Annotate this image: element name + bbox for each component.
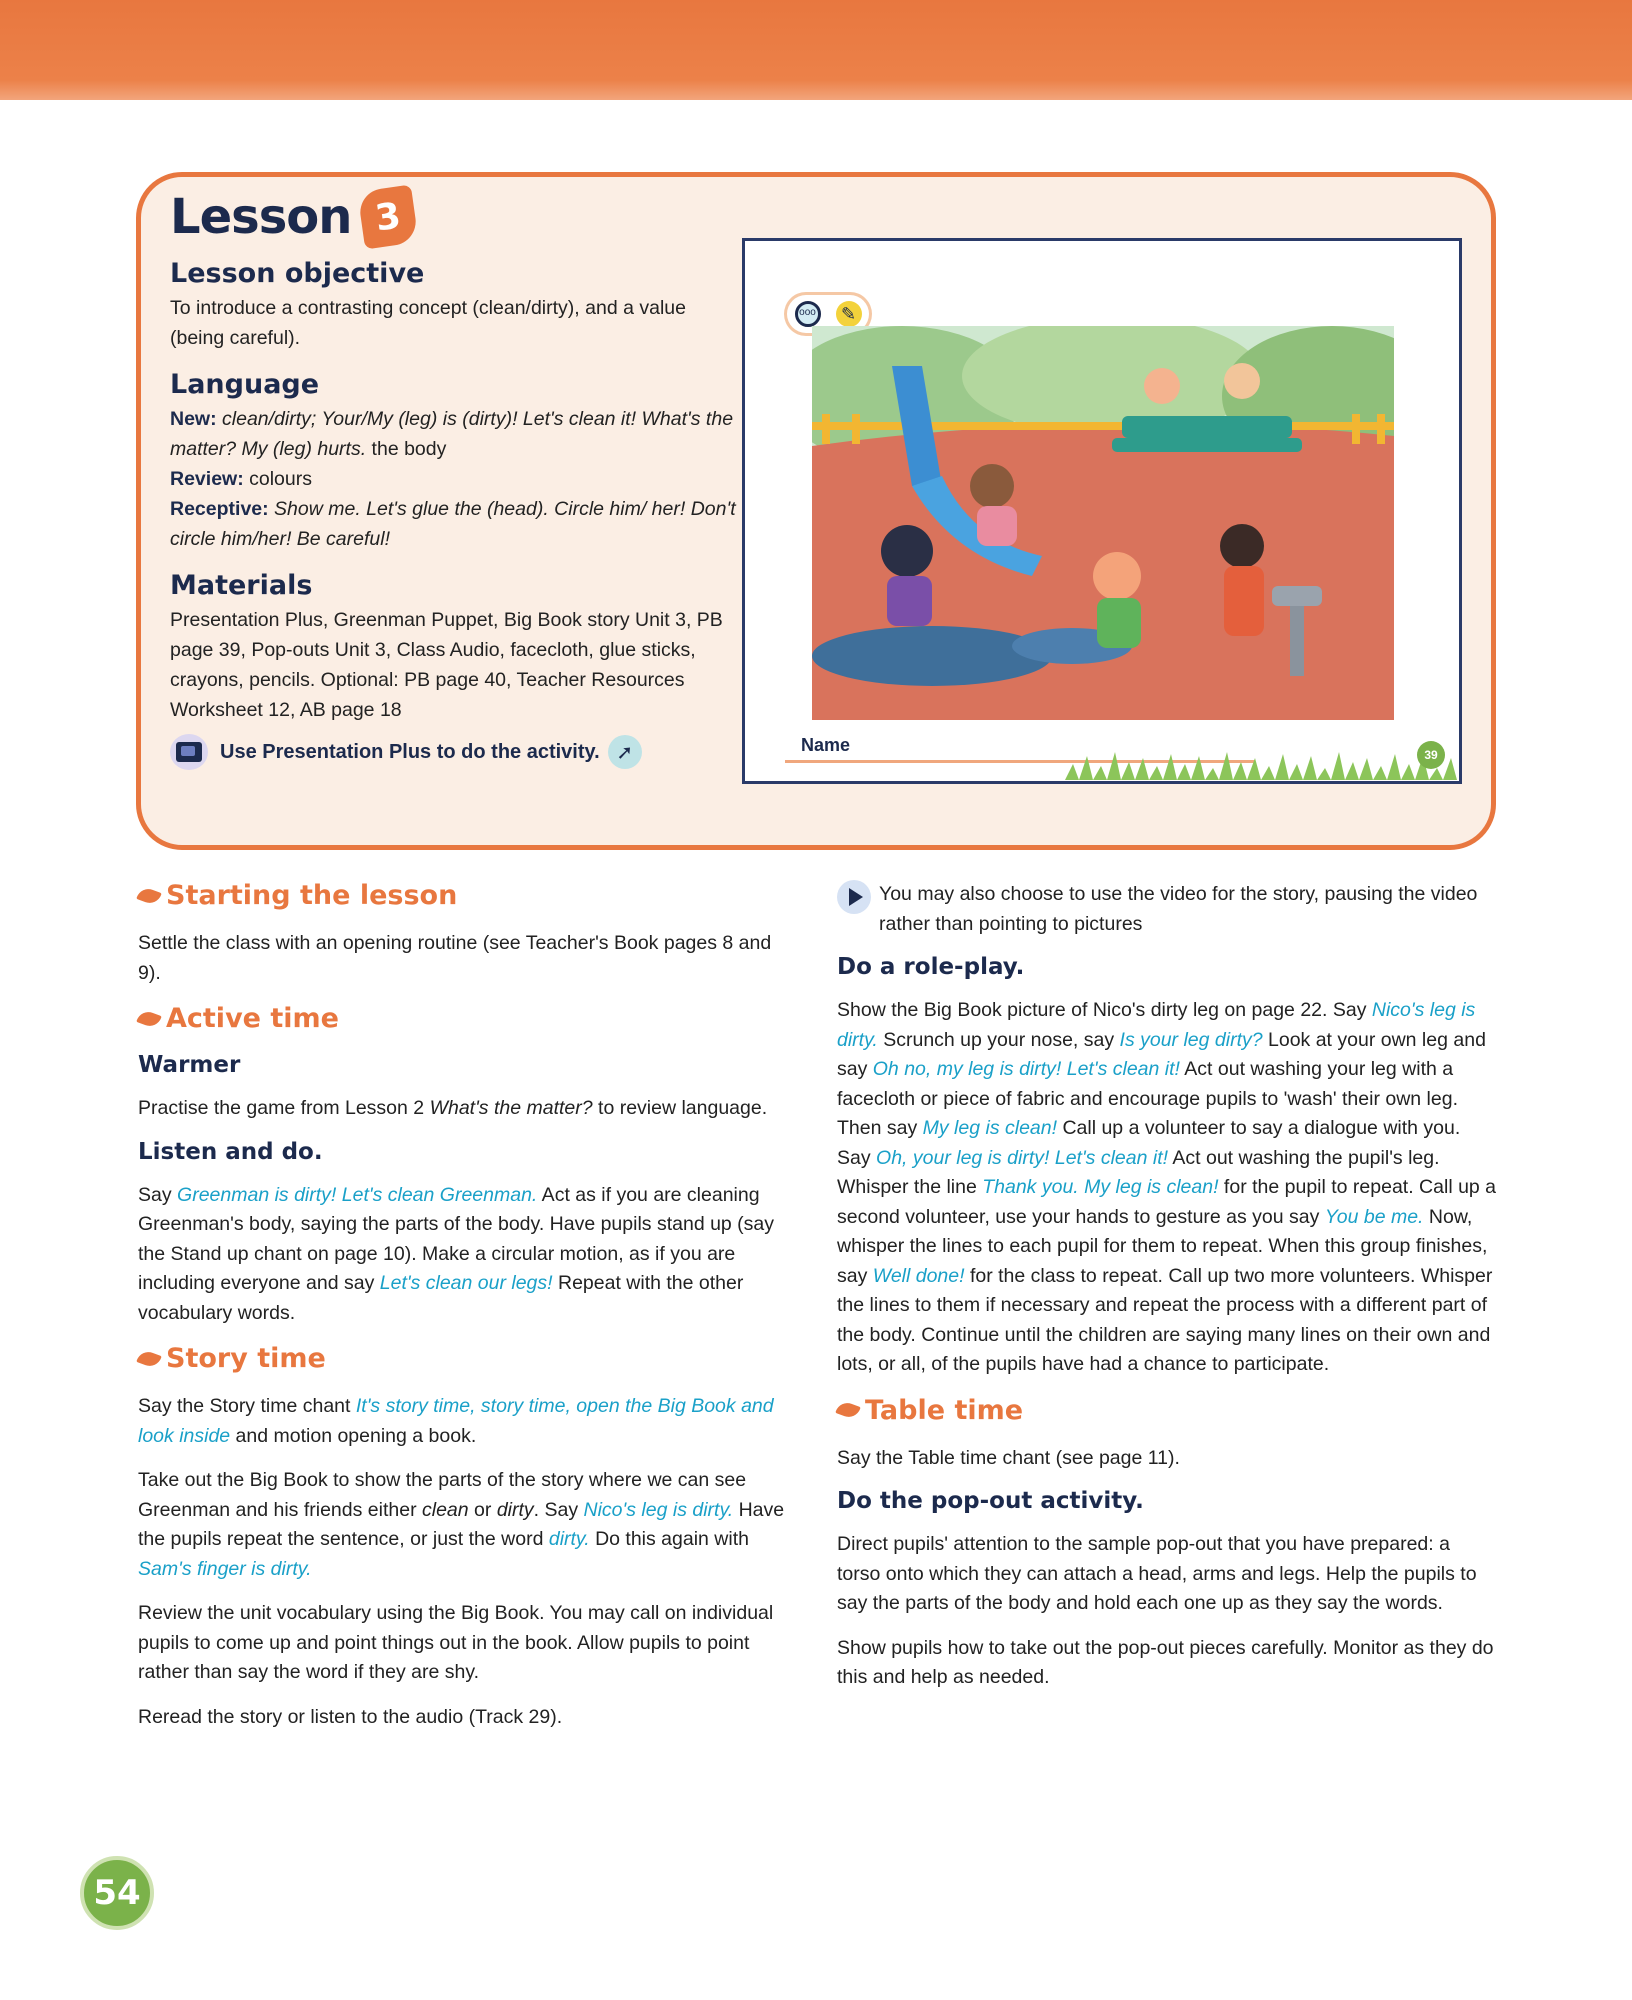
popout-p1: Direct pupils' attention to the sample pop-out that you have prepared: a torso onto which they can attach a head, arms and legs. Help the pupils to say the parts of the body and hold each one up as they say the words. — [837, 1533, 1477, 1614]
receptive-text: Show me. Let's glue the (head). Circle him/ her! Don't circle him/her! Be careful! — [170, 498, 736, 550]
leaf-icon — [835, 1400, 860, 1421]
pupils-book-page-number: 39 — [1417, 741, 1445, 769]
story-p4: Reread the story or listen to the audio (Track 29). — [138, 1705, 563, 1728]
listen-heading: Listen and do. — [138, 1138, 323, 1165]
playground-illustration — [812, 326, 1394, 720]
table-time-heading — [837, 1395, 1497, 1426]
story-time-heading-text: Story time — [166, 1343, 326, 1374]
story-p3: Review the unit vocabulary using the Big Book. You may call on individual pupils to come up and point things out in the book. Allow pupils to point rather than say the word if they are shy. — [138, 1602, 774, 1683]
objective-heading: Lesson objective — [170, 258, 425, 289]
rp-3: Scrunch up your nose, say — [877, 1028, 1120, 1051]
lesson-info — [170, 258, 740, 741]
table-time-heading-text: Table time — [865, 1394, 1024, 1426]
rp-9: Call up a volunteer to say a dialogue with you. Say — [837, 1117, 1461, 1169]
left-column — [138, 880, 796, 1747]
materials-text: Presentation Plus, Greenman Puppet, Big Book story Unit 3, PB page 39, Pop-outs Unit 3, Class Audio, facecloth, glue sticks, crayons, pencils. Optional: PB page 40, Teacher Resources Worksheet 12, AB page 18 — [170, 609, 723, 721]
table-time-text: Say the Table time chant (see page 11). — [837, 1446, 1180, 1469]
listen-2: Greenman is dirty! Let's clean Greenman. — [177, 1183, 538, 1206]
popout-p2: Show pupils how to take out the pop-out pieces carefully. Monitor as they do this and help as needed. — [837, 1636, 1494, 1688]
rp-8: My leg is clean! — [922, 1117, 1058, 1139]
story-p1 — [138, 1392, 796, 1451]
story-p2-c: or — [468, 1498, 497, 1521]
rp-2: Nico's leg is dirty. — [837, 999, 1476, 1051]
pencil-icon: ✎ — [836, 301, 862, 327]
story-p1-a: Say the Story time chant — [138, 1395, 356, 1417]
story-p2-h: dirty. — [548, 1528, 590, 1550]
listen-1: Say — [138, 1183, 178, 1206]
starting-heading — [138, 880, 796, 911]
story-p2 — [138, 1466, 796, 1584]
rp-12: Thank you. My leg is clean! — [982, 1176, 1219, 1198]
leaf-icon — [136, 1348, 161, 1369]
story-p2-f: Nico's leg is dirty. — [583, 1498, 734, 1521]
rp-15: Now, whisper the lines to each pupil for them to repeat. When this group finishes, say — [837, 1205, 1488, 1287]
objective-text: To introduce a contrasting concept (clean/dirty), and a value (being careful). — [170, 297, 686, 349]
top-header-band — [0, 0, 1632, 100]
story-p1-b: It's story time, story time, open the Big Book and look inside — [138, 1395, 774, 1447]
story-p2-a: Take out the Big Book to show the parts of the story where we can see Greenman and his friends either — [138, 1469, 747, 1521]
presentation-plus-line — [170, 734, 642, 770]
materials-block — [170, 570, 740, 725]
starting-heading-text: Starting the lesson — [166, 880, 458, 911]
active-time-heading — [138, 1003, 796, 1034]
grass-decoration — [1065, 746, 1457, 780]
rp-16: Well done! — [872, 1264, 965, 1287]
listen-text — [138, 1181, 796, 1329]
leaf-icon — [136, 885, 161, 906]
video-note — [837, 880, 1497, 939]
story-time-heading — [138, 1343, 796, 1374]
popout-heading: Do the pop-out activity. — [837, 1488, 1144, 1514]
leaf-icon — [136, 1008, 161, 1029]
presentation-screen-icon — [170, 734, 208, 770]
speech-bubble-icon: ooo — [795, 301, 821, 327]
rp-14: You be me. — [1324, 1205, 1424, 1228]
lesson-word: Lesson — [170, 189, 352, 245]
role-play-heading: Do a role-play. — [837, 954, 1025, 980]
listen-5: Repeat with the other vocabulary words. — [138, 1272, 744, 1324]
story-p2-d: dirty — [496, 1498, 534, 1521]
active-time-heading-text: Active time — [166, 1003, 339, 1034]
story-p2-g: Have the pupils repeat the sentence, or just the word — [138, 1498, 785, 1550]
presentation-plus-text: Use Presentation Plus to do the activity. — [220, 740, 600, 763]
new-rest: the body — [366, 438, 447, 460]
new-label: New: — [170, 408, 217, 430]
review-text: colours — [243, 468, 312, 490]
rp-13: for the pupil to repeat. Call up a second volunteer, use your hands to gesture as you say — [837, 1176, 1497, 1228]
name-label: Name — [801, 735, 851, 755]
starting-text: Settle the class with an opening routine (see Teacher's Book pages 8 and 9). — [138, 932, 772, 984]
cursor-icon[interactable]: ➚ — [608, 735, 642, 769]
right-column — [837, 880, 1497, 1708]
rp-1: Show the Big Book picture of Nico's dirty leg on page 22. Say — [837, 999, 1372, 1021]
lesson-title — [170, 188, 415, 246]
rp-6: Oh no, my leg is dirty! Let's clean it! — [872, 1058, 1180, 1080]
story-p2-i: Do this again with — [589, 1528, 749, 1550]
rp-7: Act out washing your leg with a facecloth or piece of fabric and encourage pupils to 'wash' their own leg. Then say — [837, 1058, 1458, 1139]
story-p2-j: Sam's finger is dirty. — [138, 1557, 312, 1580]
objective-block — [170, 258, 740, 353]
new-items: clean/dirty; Your/My (leg) is (dirty)! Let's clean it! What's the matter? My (leg) hurts. — [170, 408, 734, 460]
play-video-icon[interactable] — [837, 880, 871, 914]
role-play-text — [837, 996, 1497, 1380]
lesson-number-badge: 3 — [358, 185, 420, 250]
language-heading: Language — [170, 369, 320, 400]
story-p1-c: and motion opening a book. — [230, 1424, 477, 1447]
warmer-text — [138, 1094, 796, 1124]
listen-4: Let's clean our legs! — [379, 1272, 553, 1294]
story-p2-e: . Say — [533, 1498, 584, 1521]
warmer-text-italic: What's the matter? — [429, 1097, 593, 1119]
warmer-text-b: to review language. — [592, 1097, 768, 1119]
rp-11: Act out washing the pupil's leg. Whisper the line — [837, 1146, 1440, 1198]
story-p2-b: clean — [422, 1498, 469, 1521]
language-block — [170, 369, 740, 554]
materials-heading: Materials — [170, 570, 313, 601]
video-note-text: You may also choose to use the video for the story, pausing the video rather than pointing to pictures — [879, 883, 1478, 935]
language-text — [170, 404, 740, 554]
rp-5: Look at your own leg and say — [837, 1028, 1486, 1080]
warmer-heading: Warmer — [138, 1052, 241, 1078]
rp-17: for the class to repeat. Call up two more volunteers. Whisper the lines to them if necessary and repeat the process with a different part of the body. Continue until the children are saying many lines on their own and lots, or all, of the pupils have had a chance to participate. — [837, 1264, 1493, 1375]
listen-3: Act as if you are cleaning Greenman's body, saying the parts of the body. Have pupils stand up (say the Stand up chant on page 10). Make a circular motion, as if you are including everyone and say — [138, 1183, 775, 1294]
warmer-text-a: Practise the game from Lesson 2 — [138, 1097, 430, 1119]
review-label: Review: — [170, 468, 244, 490]
rp-4: Is your leg dirty? — [1119, 1028, 1263, 1051]
receptive-label: Receptive: — [170, 498, 269, 520]
rp-10: Oh, your leg is dirty! Let's clean it! — [876, 1146, 1169, 1169]
page-number-badge: 54 — [80, 1856, 154, 1930]
